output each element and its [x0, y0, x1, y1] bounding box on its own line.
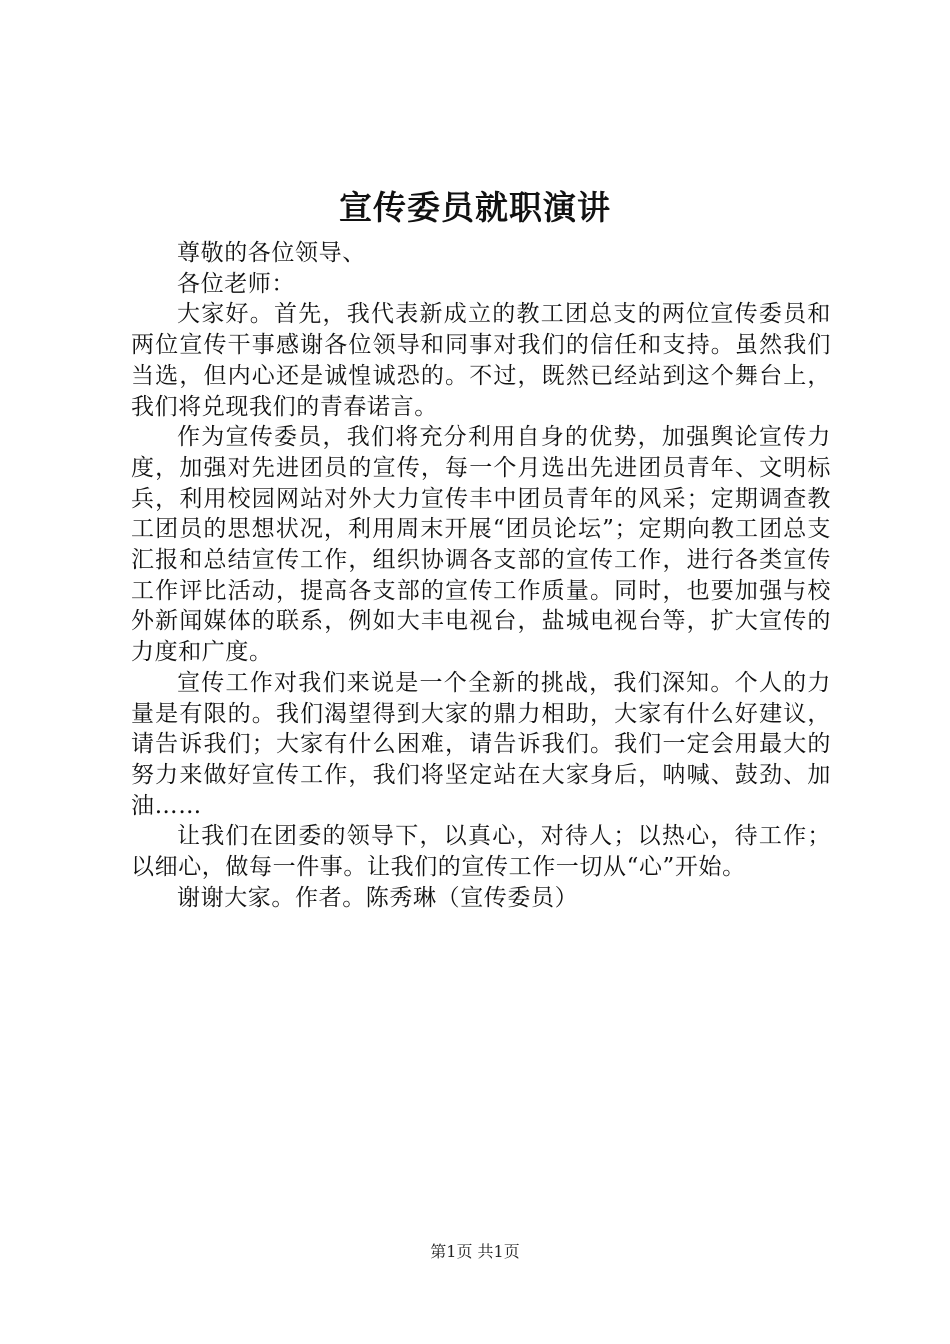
paragraph-closing: 让我们在团委的领导下，以真心，对待人；以热心，待工作；以细心，做每一件事。让我们的宣传工作一切从“心”开始。 — [131, 823, 831, 881]
paragraph-plans: 作为宣传委员，我们将充分利用自身的优势，加强舆论宣传力度，加强对先进团员的宣传，每一个月选出先进团员青年、文明标兵，利用校园网站对外大力宣传丰中团员青年的风采；定期调查教工团员的思想状况，利用周末开展“团员论坛”；定期向教工团总支汇报和总结宣传工作，组织协调各支部的宣传工作，进行各类宣传工作评比活动，提高各支部的宣传工作质量。同时，也要加强与校外新闻媒体的联系，例如大丰电视台，盐城电视台等，扩大宣传的力度和广度。 — [131, 424, 831, 666]
document-body — [131, 238, 831, 913]
salutation-line-1: 尊敬的各位领导、 — [177, 240, 366, 266]
paragraph-challenge: 宣传工作对我们来说是一个全新的挑战，我们深知。个人的力量是有限的。我们渴望得到大家的鼎力相助，大家有什么好建议，请告诉我们；大家有什么困难，请告诉我们。我们一定会用最大的努力来做好宣传工作，我们将坚定站在大家身后，呐喊、鼓劲、加油…… — [131, 669, 831, 819]
page-number-footer: 第1页 共1页 — [430, 1242, 520, 1261]
document-title: 宣传委员就职演讲 — [339, 188, 611, 227]
salutation-line-2: 各位老师： — [177, 270, 295, 297]
paragraph-thanks: 谢谢大家。作者。陈秀琳（宣传委员） — [177, 884, 579, 911]
paragraph-opening: 大家好。首先，我代表新成立的教工团总支的两位宣传委员和两位宣传干事感谢各位领导和同事对我们的信任和支持。虽然我们当选，但内心还是诚惶诚恐的。不过，既然已经站到这个舞台上，我们将兑现我们的青春诺言。 — [131, 301, 831, 420]
